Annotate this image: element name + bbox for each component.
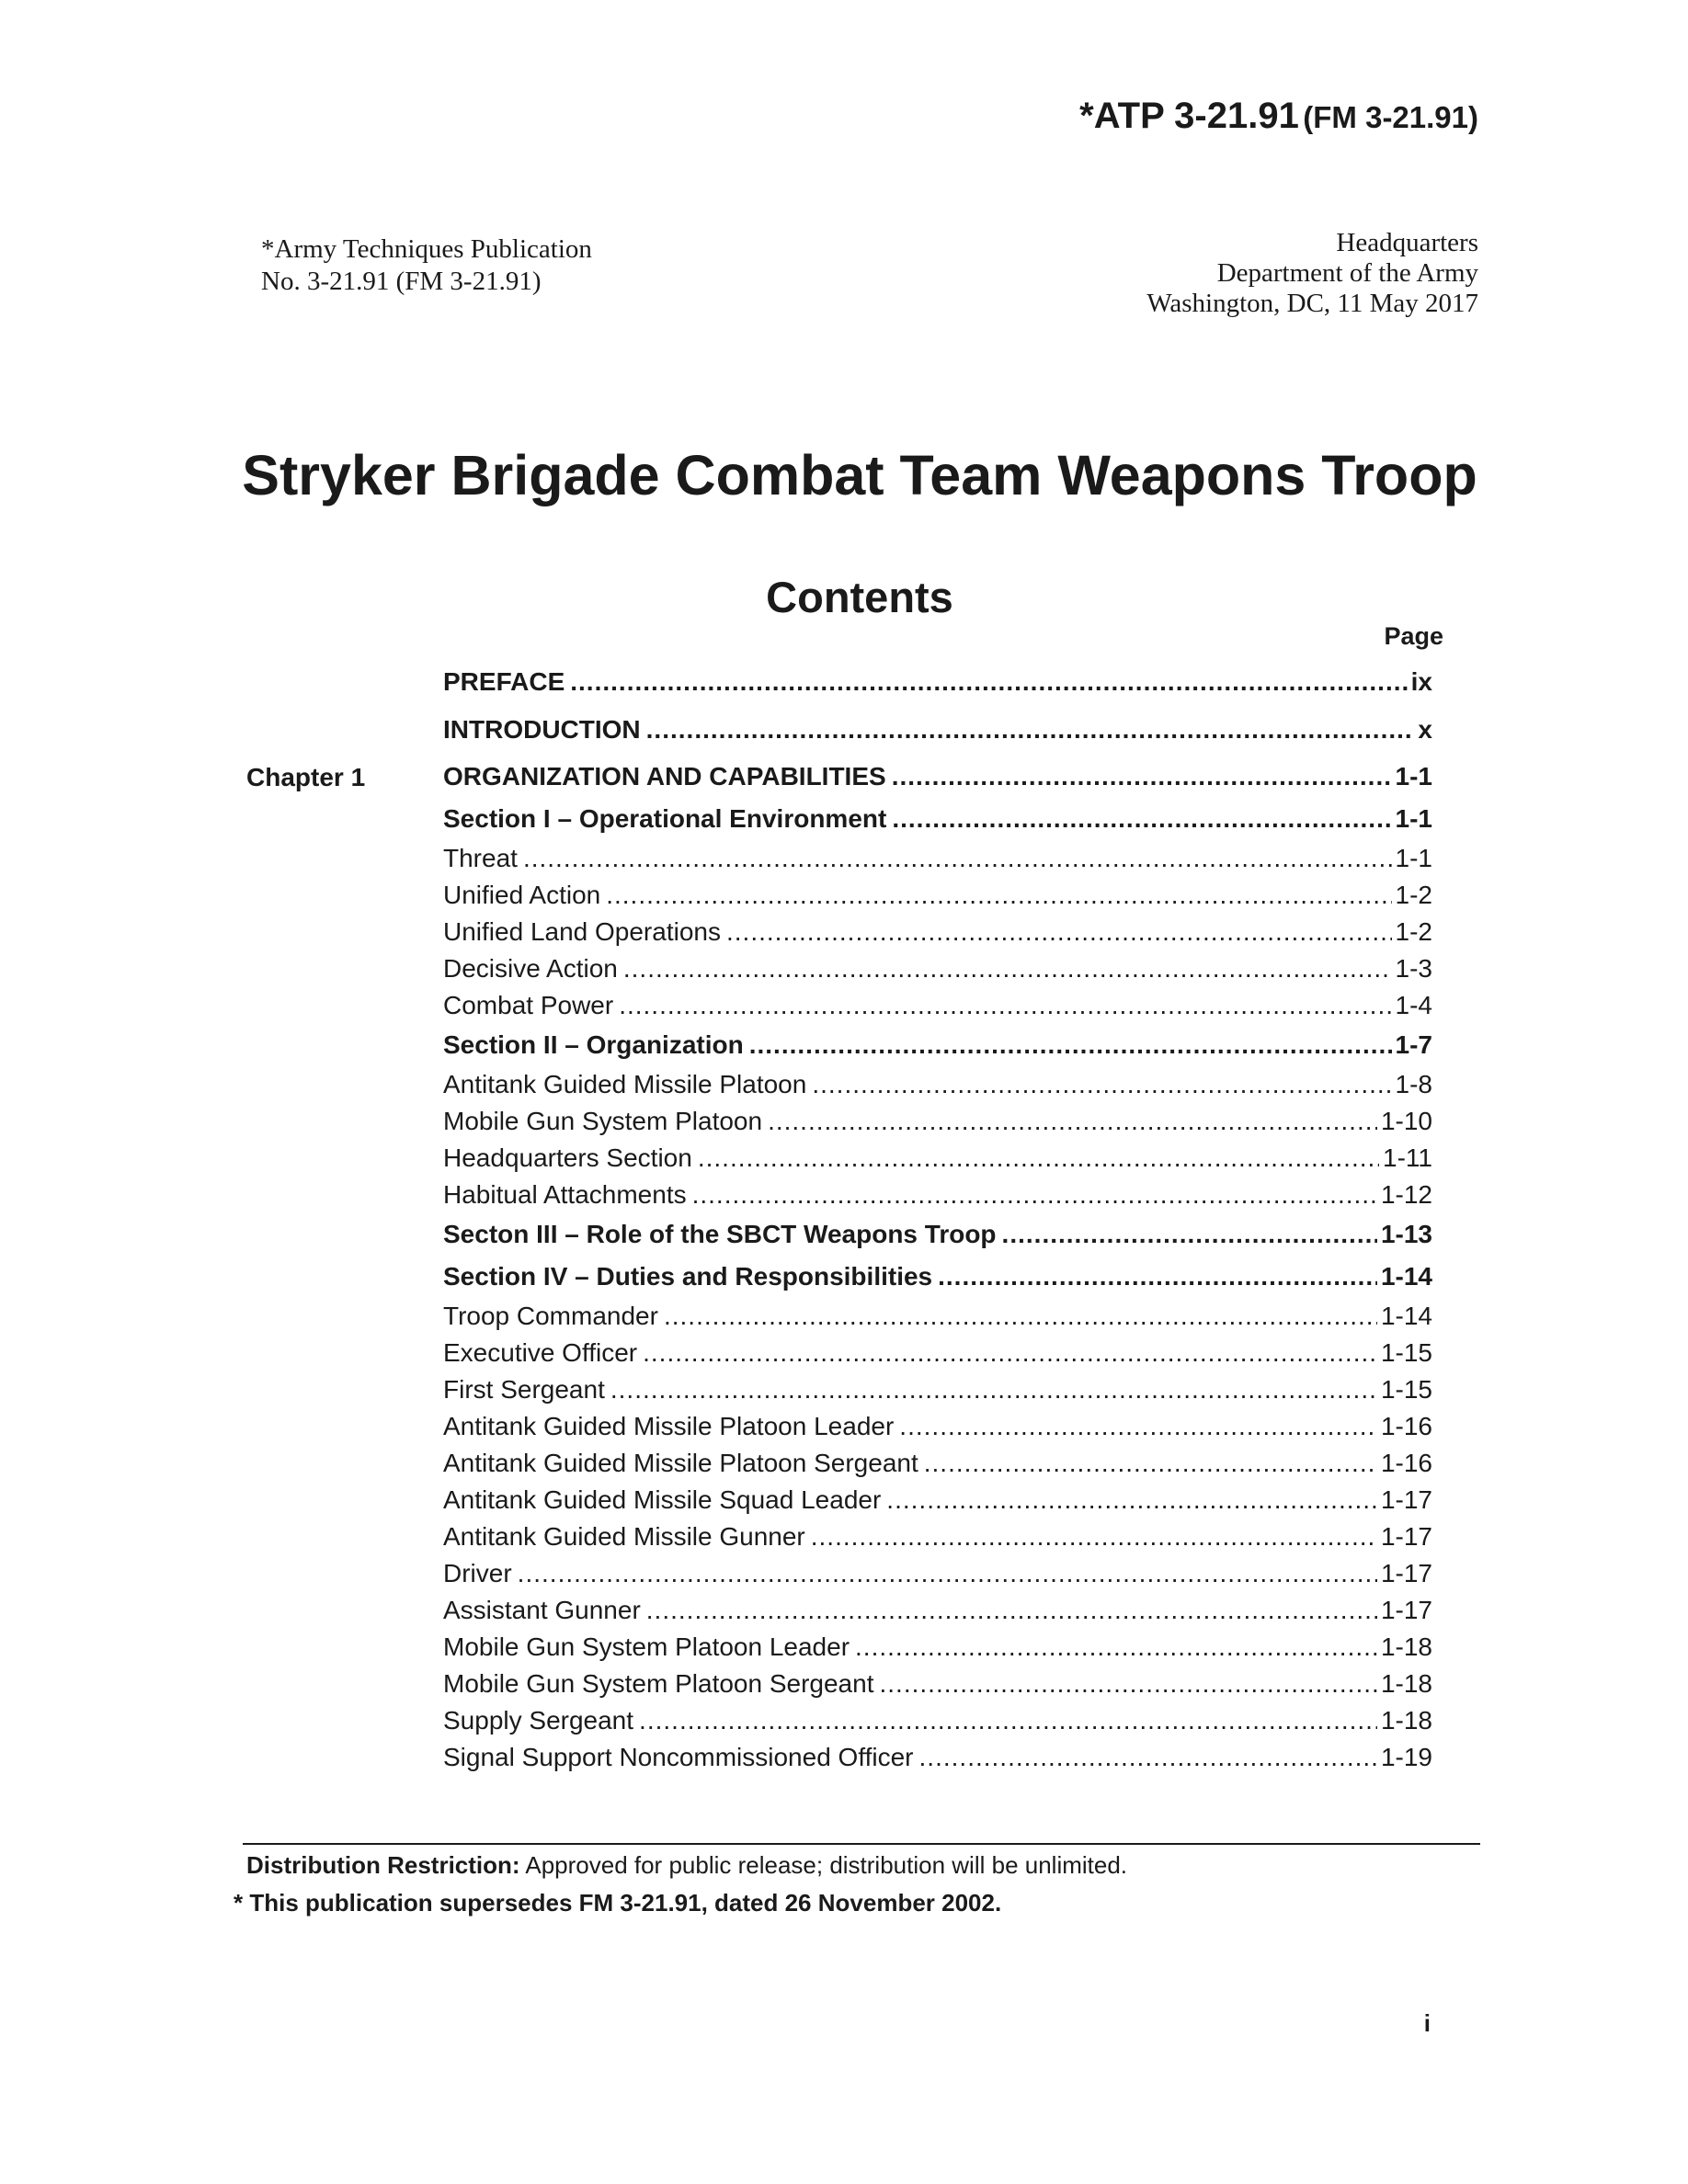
toc-entry-page: 1-1	[1395, 844, 1432, 872]
supersedes-notice: * This publication supersedes FM 3-21.91, dated 26 November 2002.	[234, 1889, 1002, 1917]
distribution-label: Distribution Restriction:	[246, 1851, 520, 1879]
toc-entry[interactable]	[443, 1103, 1432, 1140]
publication-type: *Army Techniques Publication	[261, 234, 592, 264]
toc-leader-dots	[664, 1298, 1377, 1335]
toc-entry-page: 1-4	[1395, 991, 1432, 1019]
toc-entry[interactable]	[443, 1482, 1432, 1519]
toc-entry-title: Antitank Guided Missile Platoon	[443, 1070, 807, 1098]
toc-leader-dots	[924, 1445, 1377, 1482]
toc-entry-title: Unified Action	[443, 881, 601, 909]
toc-entry[interactable]	[443, 1066, 1432, 1103]
toc-entry-title: PREFACE	[443, 667, 565, 696]
toc-entry[interactable]	[443, 756, 1432, 798]
toc-entry-title: Assistant Gunner	[443, 1596, 641, 1624]
toc-entry-title: Unified Land Operations	[443, 917, 721, 946]
location-date-line: Washington, DC, 11 May 2017	[1146, 289, 1478, 318]
toc-entry-page: 1-16	[1380, 1412, 1432, 1440]
toc-entry-title: Mobile Gun System Platoon Leader	[443, 1632, 850, 1661]
department-line: Department of the Army	[1216, 258, 1478, 288]
toc-leader-dots	[1002, 1213, 1377, 1256]
toc-entry-page: 1-19	[1380, 1743, 1432, 1771]
toc-entry-page: 1-11	[1383, 1143, 1432, 1172]
document-id-main: *ATP 3-21.91	[1079, 96, 1299, 136]
toc-entry-page: 1-18	[1380, 1669, 1432, 1698]
toc-entry[interactable]	[443, 1024, 1432, 1066]
toc-leader-dots	[892, 756, 1392, 798]
toc-leader-dots	[855, 1629, 1377, 1666]
toc-entry[interactable]	[443, 1666, 1432, 1702]
toc-entry-page: 1-17	[1380, 1485, 1432, 1514]
toc-entry-title: Habitual Attachments	[443, 1180, 687, 1209]
toc-leader-dots	[610, 1371, 1377, 1408]
distribution-text: Approved for public release; distribution will be unlimited.	[519, 1851, 1128, 1879]
toc-entry-page: ix	[1410, 667, 1432, 696]
page-column-label: Page	[1384, 622, 1443, 650]
toc-entry-title: Section I – Operational Environment	[443, 804, 887, 833]
toc-entry-page: 1-13	[1380, 1220, 1432, 1248]
toc-leader-dots	[639, 1702, 1377, 1739]
toc-leader-dots	[726, 914, 1392, 950]
toc-leader-dots	[523, 840, 1392, 877]
toc-leader-dots	[892, 798, 1391, 840]
toc-entry[interactable]	[443, 1702, 1432, 1739]
toc-entry[interactable]	[443, 950, 1432, 987]
page-number: i	[1423, 2009, 1431, 2037]
toc-leader-dots	[692, 1177, 1377, 1213]
toc-entry-title: Decisive Action	[443, 954, 618, 983]
toc-entry-title: Driver	[443, 1559, 512, 1587]
toc-entry[interactable]	[443, 1298, 1432, 1335]
toc-entry-page: 1-2	[1395, 881, 1432, 909]
toc-leader-dots	[899, 1408, 1377, 1445]
headquarters-block	[1146, 228, 1478, 319]
toc-leader-dots	[698, 1140, 1379, 1177]
toc-entry-title: Antitank Guided Missile Platoon Leader	[443, 1412, 895, 1440]
toc-entry-title: Troop Commander	[443, 1302, 658, 1330]
document-title: Stryker Brigade Combat Team Weapons Troop	[242, 444, 1477, 506]
toc-leader-dots	[518, 1555, 1377, 1592]
toc-leader-dots	[919, 1739, 1377, 1776]
toc-entry[interactable]	[443, 1140, 1432, 1177]
toc-entry-page: 1-15	[1380, 1338, 1432, 1367]
toc-leader-dots	[643, 1335, 1377, 1371]
toc-entry[interactable]	[443, 658, 1432, 706]
toc-entry-title: Antitank Guided Missile Squad Leader	[443, 1485, 882, 1514]
toc-entry[interactable]	[443, 798, 1432, 840]
toc-entry-page: 1-1	[1395, 804, 1432, 833]
toc-entry-title: Combat Power	[443, 991, 614, 1019]
toc-entry[interactable]	[443, 914, 1432, 950]
toc-entry-page: 1-14	[1380, 1262, 1432, 1291]
distribution-restriction	[246, 1851, 1127, 1880]
toc-entry[interactable]	[443, 1177, 1432, 1213]
toc-entry-title: Secton III – Role of the SBCT Weapons Troop	[443, 1220, 997, 1248]
toc-entry-page: 1-17	[1380, 1522, 1432, 1551]
toc-entry-title: Signal Support Noncommissioned Officer	[443, 1743, 914, 1771]
toc-entry[interactable]	[443, 706, 1432, 754]
toc-entry[interactable]	[443, 1335, 1432, 1371]
toc-chapter-1	[443, 756, 1432, 1776]
toc-entry[interactable]	[443, 840, 1432, 877]
toc-leader-dots	[811, 1519, 1377, 1555]
contents-heading: Contents	[766, 573, 953, 621]
toc-entry-page: 1-15	[1380, 1375, 1432, 1404]
toc-entry-page: 1-17	[1380, 1559, 1432, 1587]
toc-entry-page: x	[1418, 715, 1432, 744]
footer-divider	[243, 1843, 1480, 1845]
toc-entry-page: 1-14	[1380, 1302, 1432, 1330]
toc-leader-dots	[646, 1592, 1377, 1629]
toc-entry-page: 1-1	[1395, 762, 1432, 791]
toc-leader-dots	[606, 877, 1391, 914]
toc-entry[interactable]	[443, 1408, 1432, 1445]
toc-entry-title: Section II – Organization	[443, 1030, 744, 1059]
toc-entry[interactable]	[443, 1519, 1432, 1555]
toc-entry-page: 1-10	[1380, 1107, 1432, 1135]
chapter-label: Chapter 1	[246, 763, 366, 791]
toc-entry-page: 1-18	[1380, 1706, 1432, 1735]
toc-entry[interactable]	[443, 1371, 1432, 1408]
toc-leader-dots	[886, 1482, 1377, 1519]
document-id-superseded: (FM 3-21.91)	[1303, 100, 1478, 134]
toc-entry-title: ORGANIZATION AND CAPABILITIES	[443, 762, 886, 791]
toc-leader-dots	[646, 706, 1415, 754]
toc-leader-dots	[768, 1103, 1377, 1140]
toc-entry-title: INTRODUCTION	[443, 715, 641, 744]
publication-number-block	[261, 233, 592, 298]
toc-entry[interactable]	[443, 1555, 1432, 1592]
toc-entry-page: 1-17	[1380, 1596, 1432, 1624]
toc-entry[interactable]	[443, 1445, 1432, 1482]
toc-entry-title: Headquarters Section	[443, 1143, 692, 1172]
toc-entry-title: Antitank Guided Missile Platoon Sergeant	[443, 1449, 918, 1477]
toc-leader-dots	[619, 987, 1391, 1024]
toc-leader-dots	[879, 1666, 1376, 1702]
toc-entry-page: 1-12	[1380, 1180, 1432, 1209]
toc-leader-dots	[812, 1066, 1391, 1103]
toc-entry[interactable]	[443, 1739, 1432, 1776]
toc-entry-page: 1-8	[1395, 1070, 1432, 1098]
toc-leader-dots	[938, 1256, 1377, 1298]
toc-entry[interactable]	[443, 1213, 1432, 1256]
toc-entry-page: 1-2	[1395, 917, 1432, 946]
toc-entry[interactable]	[443, 987, 1432, 1024]
toc-entry-page: 1-7	[1395, 1030, 1432, 1059]
toc-entry-title: Supply Sergeant	[443, 1706, 634, 1735]
toc-entry-title: Mobile Gun System Platoon	[443, 1107, 763, 1135]
toc-entry[interactable]	[443, 1629, 1432, 1666]
toc-entry-page: 1-16	[1380, 1449, 1432, 1477]
document-id	[1079, 96, 1478, 137]
toc-entry[interactable]	[443, 1592, 1432, 1629]
toc-leader-dots	[570, 658, 1407, 706]
toc-front-matter	[443, 658, 1432, 754]
toc-entry-title: Antitank Guided Missile Gunner	[443, 1522, 805, 1551]
toc-entry-page: 1-3	[1395, 954, 1432, 983]
toc-entry[interactable]	[443, 877, 1432, 914]
toc-entry[interactable]	[443, 1256, 1432, 1298]
toc-leader-dots	[749, 1024, 1392, 1066]
toc-leader-dots	[623, 950, 1392, 987]
publication-number: No. 3-21.91 (FM 3-21.91)	[261, 267, 542, 296]
toc-entry-title: Executive Officer	[443, 1338, 638, 1367]
toc-entry-title: First Sergeant	[443, 1375, 605, 1404]
toc-entry-page: 1-18	[1380, 1632, 1432, 1661]
toc-entry-title: Section IV – Duties and Responsibilities	[443, 1262, 933, 1291]
headquarters-line: Headquarters	[1336, 228, 1478, 257]
toc-entry-title: Threat	[443, 844, 518, 872]
toc-entry-title: Mobile Gun System Platoon Sergeant	[443, 1669, 874, 1698]
